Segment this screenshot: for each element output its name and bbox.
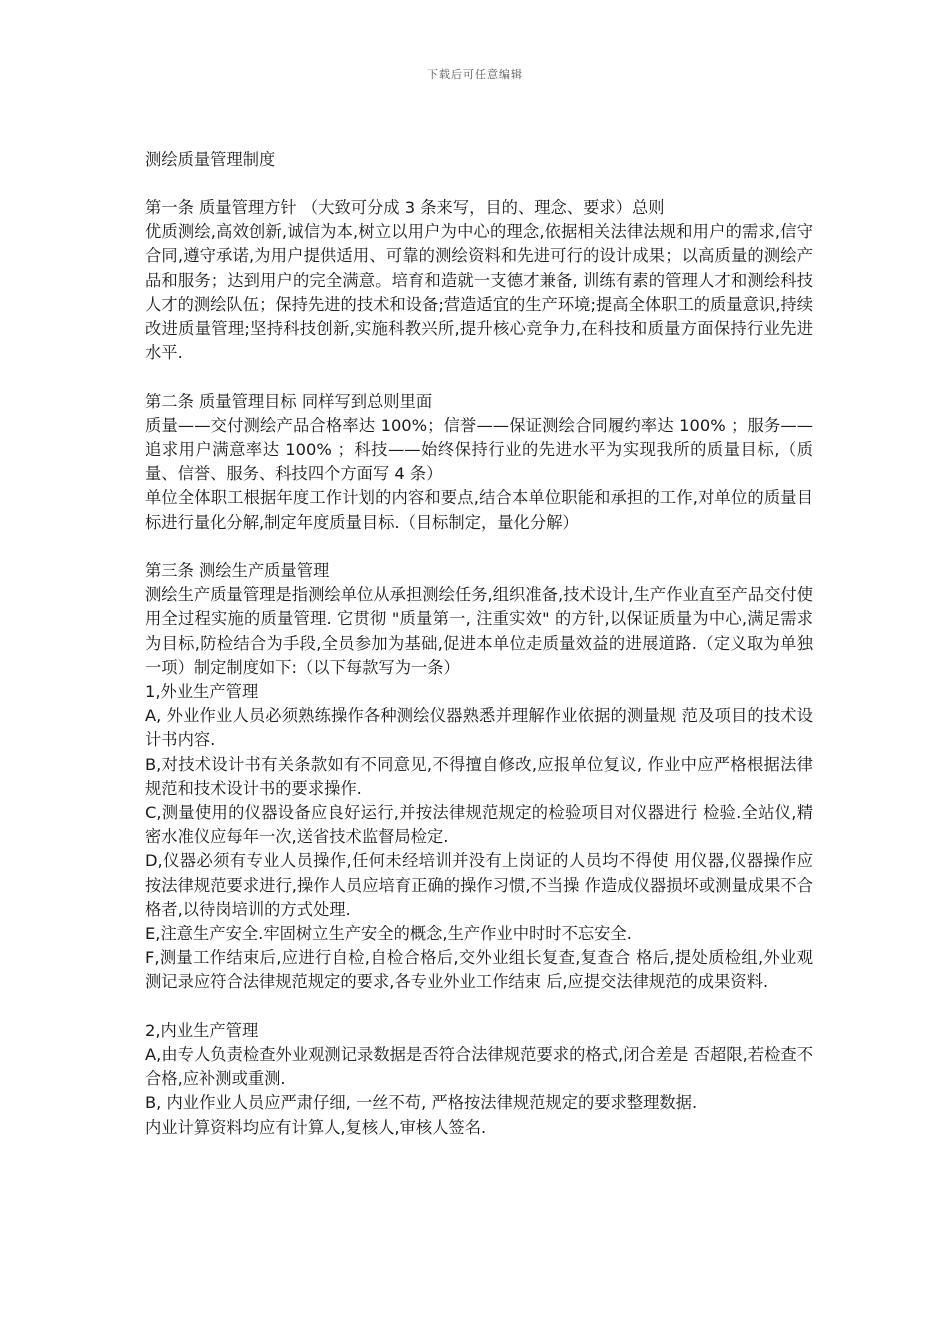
- section-paragraph: 单位全体职工根据年度工作计划的内容和要点,结合本单位职能和承担的工作,对单位的质量目标进行量化分解,制定年度质量目标.（目标制定，量化分解）: [145, 488, 813, 532]
- list-item: F,测量工作结束后,应进行自检,自检合格后,交外业组长复查,复查合 格后,提处质检组,外业观测记录应符合法律规范规定的要求,各专业外业工作结束 后,应提交法律规范的成果资料.: [145, 948, 813, 992]
- subsection-field-production: [145, 680, 813, 995]
- list-item: B, 内业作业人员应严肃仔细, 一丝不苟, 严格按法律规范规定的要求整理数据.: [145, 1093, 698, 1113]
- subsection-heading: 2,内业生产管理: [145, 1020, 259, 1040]
- subsection-office-production: [145, 1019, 813, 1140]
- list-item: A,由专人负责检查外业观测记录数据是否符合法律规范要求的格式,闭合差是 否超限,若检查不合格,应补测或重测.: [145, 1045, 813, 1089]
- list-item: D,仪器必须有专业人员操作,任何未经培训并没有上岗证的人员均不得使 用仪器,仪器操作应按法律规范要求进行,操作人员应培育正确的操作习惯,不当操 作造成仪器损坏或测量成果不合格者,以待岗培训的方式处理.: [145, 851, 813, 919]
- section-heading: 第二条 质量管理目标 同样写到总则里面: [145, 391, 433, 411]
- document-body: [145, 148, 813, 1140]
- list-item: 内业计算资料均应有计算人,复核人,审核人签名.: [145, 1117, 487, 1137]
- list-item: B,对技术设计书有关条款如有不同意见,不得擅自修改,应报单位复议, 作业中应严格根据法律规范和技术设计书的要求操作.: [145, 754, 813, 798]
- section-quality-goals: [145, 390, 813, 535]
- list-item: A, 外业作业人员必须熟练操作各种测绘仪器熟悉并理解作业依据的测量规 范及项目的技术设计书内容.: [145, 706, 813, 750]
- header-note: 下载后可任意编辑: [427, 68, 523, 81]
- section-heading: 第三条 测绘生产质量管理: [145, 561, 330, 581]
- list-item: C,测量使用的仪器设备应良好运行,并按法律规范规定的检验项目对仪器进行 检验.全站仪,精密水准仪应每年一次,送省技术监督局检定.: [145, 803, 813, 847]
- document-title: 测绘质量管理制度: [145, 150, 276, 169]
- section-heading: 第一条 质量管理方针 （大致可分成 3 条来写，目的、理念、要求）总则: [145, 198, 665, 217]
- list-item: E,注意生产安全.牢固树立生产安全的概念,生产作业中时时不忘安全.: [145, 924, 632, 944]
- section-production-quality: [145, 559, 813, 1140]
- subsection-heading: 1,外业生产管理: [145, 682, 259, 702]
- section-paragraph: 测绘生产质量管理是指测绘单位从承担测绘任务,组织准备,技术设计,生产作业直至产品交付使用全过程实施的质量管理. 它贯彻 "质量第一, 注重实效" 的方针,以保证质量为中心,满足需求为目标,防检结合为手段,全员参加为基础,促进本单位走质量效益的进展道路.（定义取为单独一项）制定制度如下:（以下每款写为一条）: [145, 585, 813, 677]
- section-paragraph: 优质测绘,高效创新,诚信为本,树立以用户为中心的理念,依据相关法律法规和用户的需求,信守合同,遵守承诺,为用户提供适用、可靠的测绘资料和先进可行的设计成果；以高质量的测绘产品和服务；达到用户的完全满意。培育和造就一支德才兼备, 训练有素的管理人才和测绘科技人才的测绘队伍；保持先进的技术和设备;营造适宜的生产环境;提高全体职工的质量意识,持续改进质量管理;坚持科技创新,实施科教兴所,提升核心竞争力,在科技和质量方面保持行业先进水平.: [145, 222, 813, 363]
- section-quality-policy: [145, 196, 813, 365]
- section-paragraph: 质量——交付测绘产品合格率达 100%；信誉——保证测绘合同履约率达 100% ；服务——追求用户满意率达 100% ；科技——始终保持行业的先进水平为实现我所的质量目标,（质量、信誉、服务、科技四个方面写 4 条）: [145, 415, 813, 484]
